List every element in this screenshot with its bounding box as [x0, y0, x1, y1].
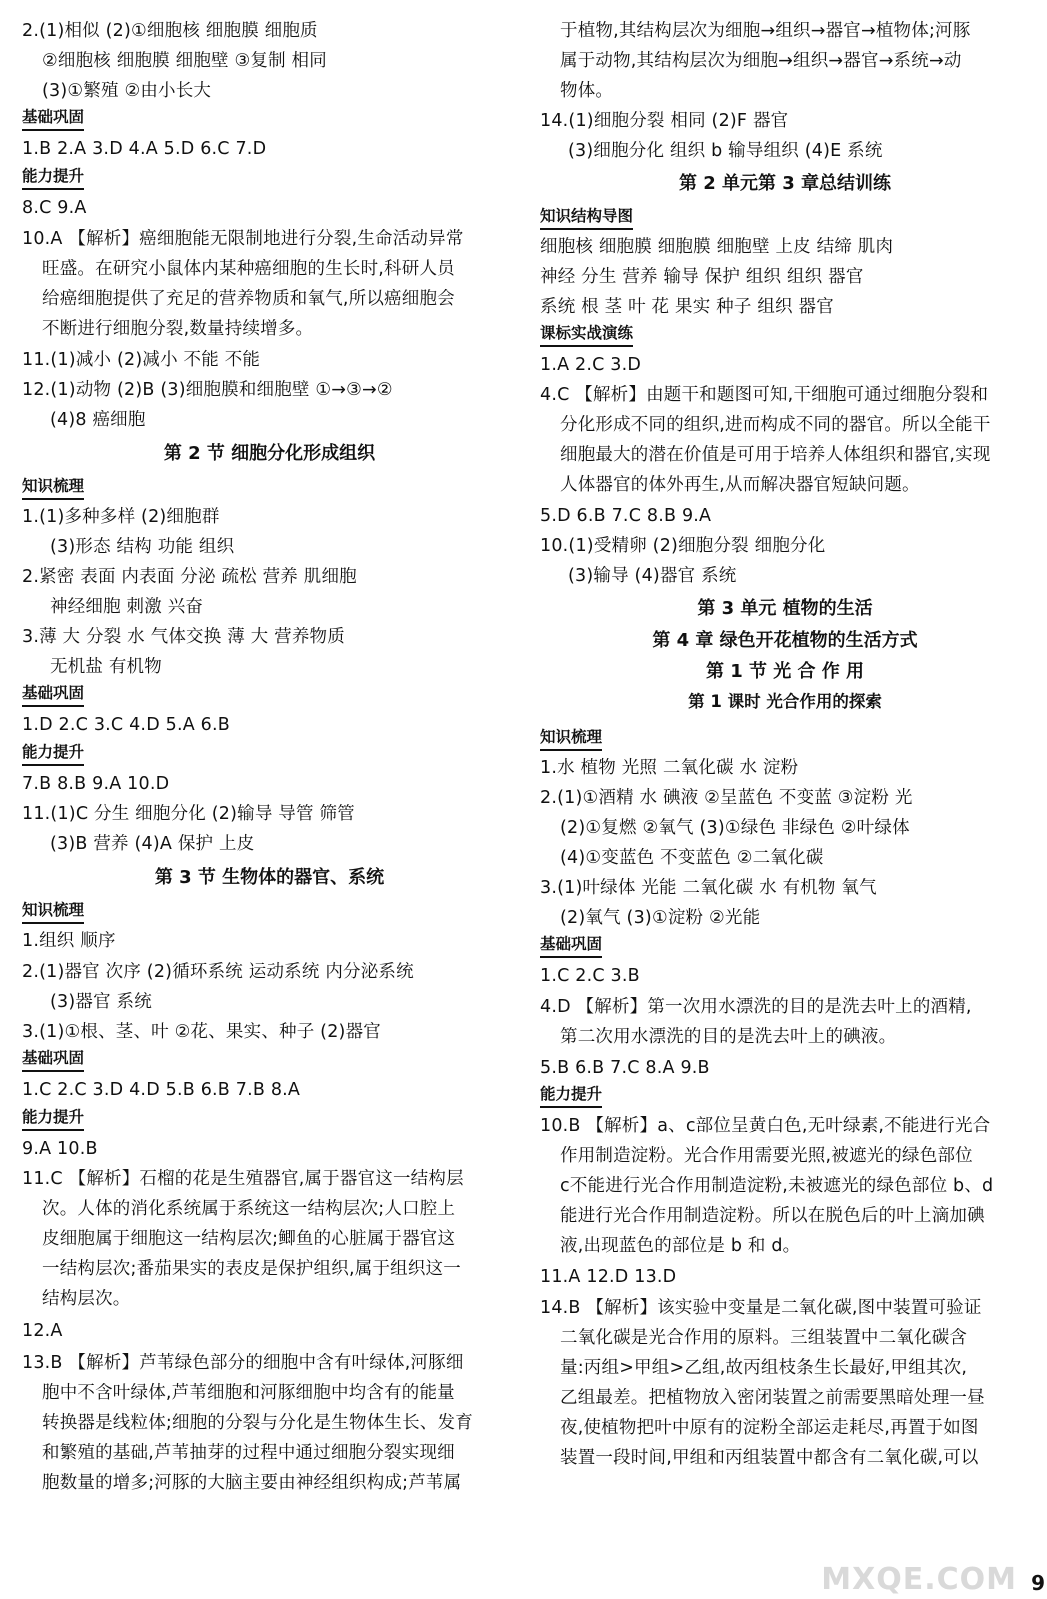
- text-line: (4)8 癌细胞: [50, 410, 146, 430]
- text-line: 细胞最大的潜在价值是可用于培养人体组织和器官,实现: [560, 445, 991, 465]
- text-line: (3)形态 结构 功能 组织: [50, 537, 235, 557]
- section-tag: 能力提升: [540, 1084, 602, 1108]
- section-heading: 第 2 节 细胞分化形成组织: [163, 443, 376, 464]
- section-tag: 基础巩固: [540, 934, 602, 958]
- text-line: 系统 根 茎 叶 花 果实 种子 组织 器官: [540, 297, 834, 317]
- section-tag: 基础巩固: [22, 107, 84, 131]
- text-line: 结构层次。: [42, 1289, 131, 1309]
- text-line: 10.B 【解析】a、c部位呈黄白色,无叶绿素,不能进行光合: [540, 1116, 991, 1136]
- unit-heading: 第 3 单元 植物的生活: [697, 598, 873, 619]
- text-line: 10.A 【解析】癌细胞能无限制地进行分裂,生命活动异常: [22, 229, 464, 249]
- section-tag: 知识梳理: [540, 727, 602, 751]
- section-tag: 基础巩固: [22, 683, 84, 707]
- text-line: 3.(1)①根、茎、叶 ②花、果实、种子 (2)器官: [22, 1022, 381, 1042]
- text-line: 11.(1)C 分生 细胞分化 (2)输导 导管 筛管: [22, 804, 355, 824]
- section-heading: 第 3 节 生物体的器官、系统: [154, 867, 385, 888]
- text-line: 1.组织 顺序: [22, 931, 116, 951]
- text-line: 1.B 2.A 3.D 4.A 5.D 6.C 7.D: [22, 139, 267, 159]
- text-line: 1.C 2.C 3.B: [540, 966, 640, 986]
- watermark: MXQE.COM: [821, 1562, 1017, 1597]
- text-line: 神经细胞 刺激 兴奋: [50, 597, 204, 617]
- text-line: 3.薄 大 分裂 水 气体交换 薄 大 营养物质: [22, 627, 345, 647]
- text-line: 11.(1)减小 (2)减小 不能 不能: [22, 350, 261, 370]
- text-line: 4.C 【解析】由题干和题图可知,干细胞可通过细胞分裂和: [540, 385, 989, 405]
- section-tag: 能力提升: [22, 1107, 84, 1131]
- text-line: 夜,使植物把叶中原有的淀粉全部运走耗尽,再置于如图: [560, 1418, 979, 1438]
- section-heading: 第 1 节 光 合 作 用: [705, 661, 865, 682]
- text-line: 2.紧密 表面 内表面 分泌 疏松 营养 肌细胞: [22, 567, 357, 587]
- text-line: 属于动物,其结构层次为细胞→组织→器官→系统→动: [560, 51, 962, 71]
- text-line: 分化形成不同的组织,进而构成不同的器官。所以全能干: [560, 415, 991, 435]
- text-line: 量:丙组>甲组>乙组,故丙组枝条生长最好,甲组其次,: [560, 1358, 968, 1378]
- text-line: 胞数量的增多;河豚的大脑主要由神经组织构成;芦苇属: [42, 1473, 462, 1493]
- text-line: c不能进行光合作用制造淀粉,未被遮光的绿色部位 b、d: [560, 1176, 994, 1196]
- text-line: 无机盐 有机物: [50, 657, 162, 677]
- text-line: (2)氧气 (3)①淀粉 ②光能: [560, 908, 761, 928]
- text-line: 不断进行细胞分裂,数量持续增多。: [42, 319, 314, 339]
- section-tag: 知识梳理: [22, 900, 84, 924]
- section-tag: 知识梳理: [22, 476, 84, 500]
- text-line: ②细胞核 细胞膜 细胞壁 ③复制 相同: [42, 51, 327, 71]
- text-line: 人体器官的体外再生,从而解决器官短缺问题。: [560, 475, 920, 495]
- text-line: 皮细胞属于细胞这一结构层次;鲫鱼的心脏属于器官这: [42, 1229, 456, 1249]
- text-line: 14.B 【解析】该实验中变量是二氧化碳,图中装置可验证: [540, 1298, 982, 1318]
- text-line: 次。人体的消化系统属于系统这一结构层次;人口腔上: [42, 1199, 456, 1219]
- section-tag: 课标实战演练: [540, 323, 633, 347]
- text-line: 物体。: [560, 81, 614, 101]
- text-line: 2.(1)器官 次序 (2)循环系统 运动系统 内分泌系统: [22, 962, 414, 982]
- lesson-heading: 第 1 课时 光合作用的探索: [688, 692, 882, 711]
- text-line: 1.A 2.C 3.D: [540, 355, 642, 375]
- text-line: (3)B 营养 (4)A 保护 上皮: [50, 834, 255, 854]
- text-line: 5.B 6.B 7.C 8.A 9.B: [540, 1058, 710, 1078]
- text-line: 4.D 【解析】第一次用水漂洗的目的是洗去叶上的酒精,: [540, 997, 972, 1017]
- text-line: 旺盛。在研究小鼠体内某种癌细胞的生长时,科研人员: [42, 259, 455, 279]
- text-line: 12.(1)动物 (2)B (3)细胞膜和细胞壁 ①→③→②: [22, 380, 393, 400]
- text-line: (3)输导 (4)器官 系统: [568, 566, 737, 586]
- text-line: (3)①繁殖 ②由小长大: [42, 81, 212, 101]
- text-line: 9.A 10.B: [22, 1139, 98, 1159]
- text-line: (3)器官 系统: [50, 992, 152, 1012]
- text-line: 细胞核 细胞膜 细胞膜 细胞壁 上皮 结缔 肌肉: [540, 237, 894, 257]
- text-line: 5.D 6.B 7.C 8.B 9.A: [540, 506, 712, 526]
- text-line: 10.(1)受精卵 (2)细胞分裂 细胞分化: [540, 536, 826, 556]
- section-heading: 第 2 单元第 3 章总结训练: [678, 173, 892, 194]
- text-line: 神经 分生 营养 输导 保护 组织 组织 器官: [540, 267, 864, 287]
- text-line: 13.B 【解析】芦苇绿色部分的细胞中含有叶绿体,河豚细: [22, 1353, 464, 1373]
- text-line: (4)①变蓝色 不变蓝色 ②二氧化碳: [560, 848, 824, 868]
- text-line: 11.A 12.D 13.D: [540, 1267, 677, 1287]
- text-line: 液,出现蓝色的部位是 b 和 d。: [560, 1236, 801, 1256]
- page-number: 9: [1031, 1571, 1045, 1595]
- text-line: 1.D 2.C 3.C 4.D 5.A 6.B: [22, 715, 230, 735]
- text-line: 8.C 9.A: [22, 198, 87, 218]
- text-line: 胞中不含叶绿体,芦苇细胞和河豚细胞中均含有的能量: [42, 1383, 455, 1403]
- text-line: 一结构层次;番茄果实的表皮是保护组织,属于组织这一: [42, 1259, 461, 1279]
- section-tag: 能力提升: [22, 166, 84, 190]
- text-line: 乙组最差。把植物放入密闭装置之前需要黑暗处理一昼: [560, 1388, 985, 1408]
- text-line: 作用制造淀粉。光合作用需要光照,被遮光的绿色部位: [560, 1146, 973, 1166]
- text-line: 能进行光合作用制造淀粉。所以在脱色后的叶上滴加碘: [560, 1206, 985, 1226]
- text-line: 2.(1)①酒精 水 碘液 ②呈蓝色 不变蓝 ③淀粉 光: [540, 788, 913, 808]
- text-line: 2.(1)相似 (2)①细胞核 细胞膜 细胞质: [22, 21, 318, 41]
- text-line: 14.(1)细胞分裂 相同 (2)F 器官: [540, 111, 789, 131]
- text-line: 3.(1)叶绿体 光能 二氧化碳 水 有机物 氧气: [540, 878, 877, 898]
- text-line: (3)细胞分化 组织 b 输导组织 (4)E 系统: [568, 141, 883, 161]
- section-tag: 能力提升: [22, 742, 84, 766]
- text-line: 转换器是线粒体;细胞的分裂与分化是生物体生长、发育: [42, 1413, 473, 1433]
- text-line: 1.(1)多种多样 (2)细胞群: [22, 507, 220, 527]
- text-line: 1.水 植物 光照 二氧化碳 水 淀粉: [540, 758, 799, 778]
- text-line: 1.C 2.C 3.D 4.D 5.B 6.B 7.B 8.A: [22, 1080, 301, 1100]
- text-line: 第二次用水漂洗的目的是洗去叶上的碘液。: [560, 1027, 897, 1047]
- text-line: 11.C 【解析】石榴的花是生殖器官,属于器官这一结构层: [22, 1169, 464, 1189]
- chapter-heading: 第 4 章 绿色开花植物的生活方式: [652, 630, 918, 651]
- text-line: 7.B 8.B 9.A 10.D: [22, 774, 170, 794]
- text-line: 12.A: [22, 1321, 63, 1341]
- text-line: 和繁殖的基础,芦苇抽芽的过程中通过细胞分裂实现细: [42, 1443, 455, 1463]
- text-line: 给癌细胞提供了充足的营养物质和氧气,所以癌细胞会: [42, 289, 455, 309]
- text-line: 装置一段时间,甲组和丙组装置中都含有二氧化碳,可以: [560, 1448, 979, 1468]
- text-line: 二氧化碳是光合作用的原料。三组装置中二氧化碳含: [560, 1328, 968, 1348]
- text-line: 于植物,其结构层次为细胞→组织→器官→植物体;河豚: [560, 21, 971, 41]
- text-line: (2)①复燃 ②氧气 (3)①绿色 非绿色 ②叶绿体: [560, 818, 910, 838]
- section-tag: 基础巩固: [22, 1048, 84, 1072]
- section-tag: 知识结构导图: [540, 206, 633, 230]
